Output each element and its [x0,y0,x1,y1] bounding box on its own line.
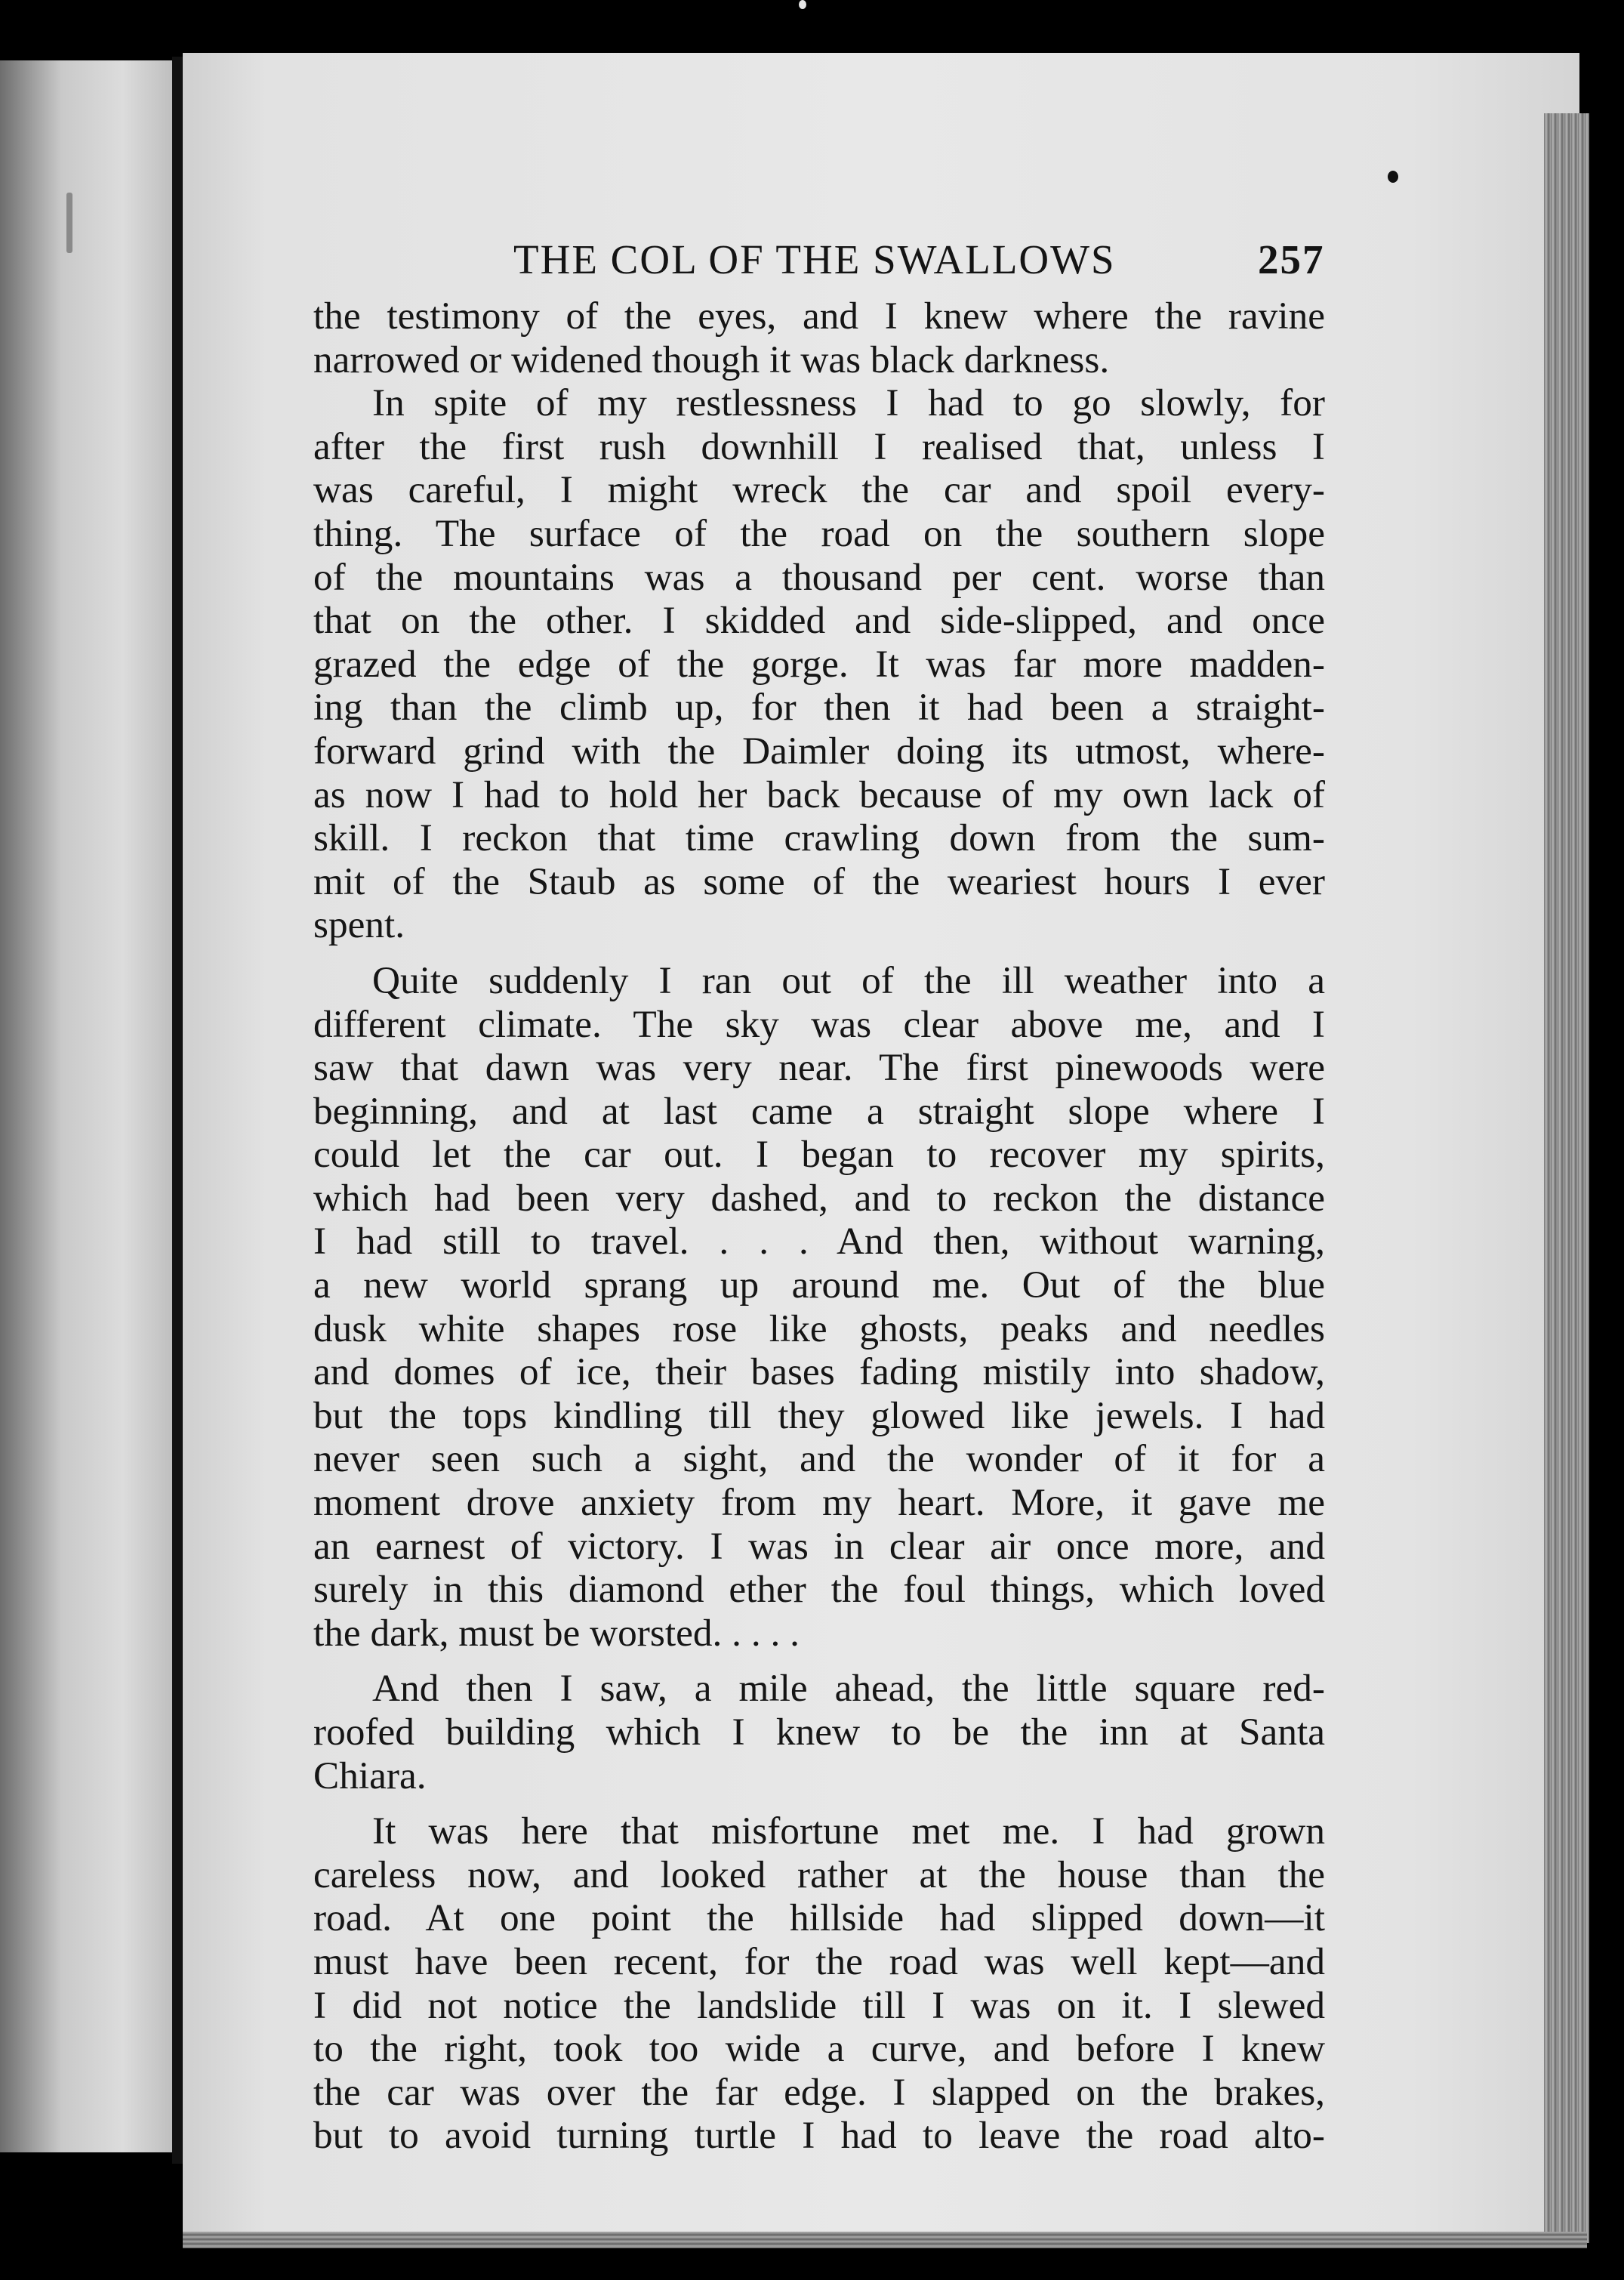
text-line: grazed the edge of the gorge. It was far more madden- [313,642,1325,686]
text-line: Chiara. [313,1754,427,1797]
text-line: ing than the climb up, for then it had been a straight- [313,686,1325,730]
text-line: And then I saw, a mile ahead, the little square red- [372,1667,1325,1711]
text-line: mit of the Staub as some of the weariest hours I ever [313,859,1325,903]
paragraph [313,959,1325,1655]
text-line: surely in this diamond ether the foul things, which loved [313,1568,1325,1612]
left-page-mark [66,193,72,253]
text-line: the testimony of the eyes, and I knew where the ravine [313,295,1325,338]
page-edge-stack [1544,113,1589,2243]
running-head: THE COL OF THE SWALLOWS [513,236,1116,282]
text-line: never seen such a sight, and the wonder of it for a [313,1437,1325,1481]
text-line: a new world sprang up around me. Out of the blue [313,1263,1325,1307]
text-line: forward grind with the Daimler doing its utmost, where- [313,729,1325,773]
text-line: but to avoid turning turtle I had to leave the road alto- [313,2114,1325,2158]
text-line: It was here that misfortune met me. I had grown [372,1809,1325,1853]
ink-dot [1388,171,1398,183]
text-line: skill. I reckon that time crawling down from the sum- [313,816,1325,860]
text-line: was careful, I might wreck the car and spoil every- [313,468,1325,512]
text-line: thing. The surface of the road on the southern slope [313,511,1325,555]
text-line: to the right, took too wide a curve, and before I knew [313,2027,1325,2071]
body-text [313,295,1325,2158]
text-line: Quite suddenly I ran out of the ill weather into a [372,958,1325,1002]
text-line: dusk white shapes rose like ghosts, peaks and needles [313,1307,1325,1350]
page-header [491,236,1325,296]
text-line: the car was over the far edge. I slapped on the brakes, [313,2070,1325,2114]
book-gutter [172,57,183,2164]
text-line: I did not notice the landslide till I was on it. I slewed [313,1983,1325,2027]
text-line: beginning, and at last came a straight slope where I [313,1089,1325,1133]
text-line: saw that dawn was very near. The first pinewoods were [313,1046,1325,1090]
text-line: narrowed or widened though it was black darkness. [313,338,1110,381]
text-line: spent. [313,903,405,947]
scan-speck [799,0,806,9]
text-line: as now I had to hold her back because of my own lack of [313,773,1325,816]
text-line: after the first rush downhill I realised that, unless I [313,424,1325,468]
left-page-edge [0,60,175,2152]
text-line: careless now, and looked rather at the house than the [313,1853,1325,1896]
paragraph [313,1667,1325,1797]
text-line: which had been very dashed, and to reckon the distance [313,1176,1325,1220]
text-line: must have been recent, for the road was well kept—and [313,1939,1325,1983]
text-line: In spite of my restlessness I had to go slowly, for [372,381,1325,425]
text-line: of the mountains was a thousand per cent. worse than [313,555,1325,599]
text-line: an earnest of victory. I was in clear air once more, and [313,1524,1325,1568]
text-line: the dark, must be worsted. . . . . [313,1611,800,1655]
text-line: that on the other. I skidded and side-slipped, and once [313,599,1325,643]
text-line: roofed building which I knew to be the inn at Santa [313,1711,1325,1754]
text-line: but the tops kindling till they glowed like jewels. I had [313,1393,1325,1437]
text-line: different climate. The sky was clear above me, and I [313,1002,1325,1046]
page-bottom-edge [183,2232,1587,2248]
page-number: 257 [1258,236,1325,282]
text-line: I had still to travel. . . . And then, without warning, [313,1220,1325,1263]
text-line: could let the car out. I began to recover my spirits, [313,1133,1325,1177]
text-line: road. At one point the hillside had slipped down—it [313,1896,1325,1940]
text-line: moment drove anxiety from my heart. More, it gave me [313,1481,1325,1525]
paragraph [313,381,1325,947]
paragraph [313,295,1325,381]
paragraph [313,1809,1325,2158]
text-line: and domes of ice, their bases fading mistily into shadow, [313,1350,1325,1394]
